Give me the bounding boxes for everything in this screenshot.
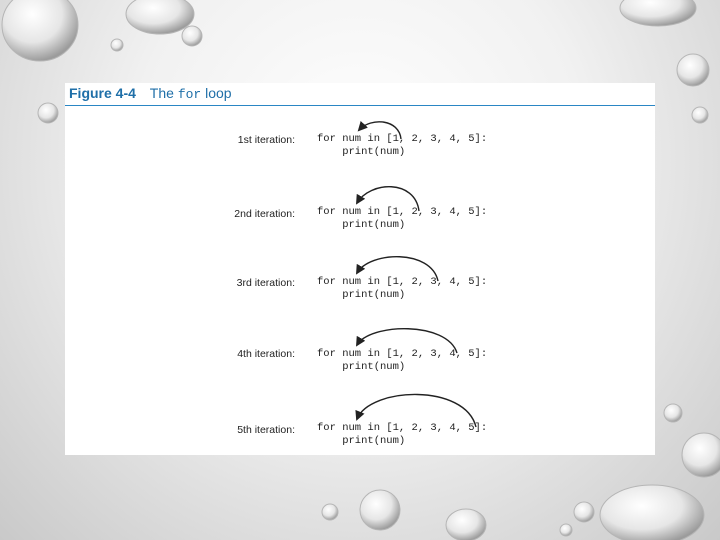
code-line-for: for num in [1, 2, 3, 4, 5]: — [317, 276, 488, 288]
iteration-label: 5th iteration: — [237, 424, 295, 436]
water-drop — [446, 509, 486, 540]
water-drop — [600, 485, 704, 540]
water-drop — [560, 524, 572, 536]
iteration-label: 2nd iteration: — [234, 208, 295, 220]
arrow-iteration-5 — [357, 394, 476, 427]
arrow-iteration-2 — [357, 187, 419, 211]
code-line-print: print(num) — [317, 219, 406, 231]
code-line-for: for num in [1, 2, 3, 4, 5]: — [317, 133, 488, 145]
caption-prefix: The — [149, 85, 178, 101]
code-line-print: print(num) — [317, 289, 406, 301]
code-line-print: print(num) — [317, 435, 406, 447]
code-line-for: for num in [1, 2, 3, 4, 5]: — [317, 348, 488, 360]
water-drop — [620, 0, 696, 26]
arrow-iteration-1 — [359, 122, 401, 139]
water-drop — [182, 26, 202, 46]
arrow-iteration-3 — [357, 257, 438, 281]
code-line-print: print(num) — [317, 146, 406, 158]
water-drop — [2, 0, 78, 61]
code-line-for: for num in [1, 2, 3, 4, 5]: — [317, 206, 488, 218]
water-drop — [126, 0, 194, 34]
caption-code: for — [177, 87, 202, 102]
arrow-iteration-4 — [357, 329, 457, 353]
figure-number: Figure 4-4 — [69, 85, 136, 101]
iteration-label: 3rd iteration: — [236, 277, 295, 289]
iteration-arrows — [65, 83, 655, 455]
water-drop — [677, 54, 709, 86]
water-drop — [111, 39, 123, 51]
water-drop — [574, 502, 594, 522]
code-line-print: print(num) — [317, 361, 406, 373]
code-line-for: for num in [1, 2, 3, 4, 5]: — [317, 422, 488, 434]
water-drop — [38, 103, 58, 123]
water-drop — [682, 433, 720, 477]
figure-panel — [65, 83, 655, 455]
iteration-label: 4th iteration: — [237, 348, 295, 360]
caption-suffix: loop — [201, 85, 232, 101]
water-drop — [360, 490, 400, 530]
water-drop — [692, 107, 708, 123]
water-drop — [322, 504, 338, 520]
water-drop — [664, 404, 682, 422]
iteration-label: 1st iteration: — [237, 134, 295, 146]
